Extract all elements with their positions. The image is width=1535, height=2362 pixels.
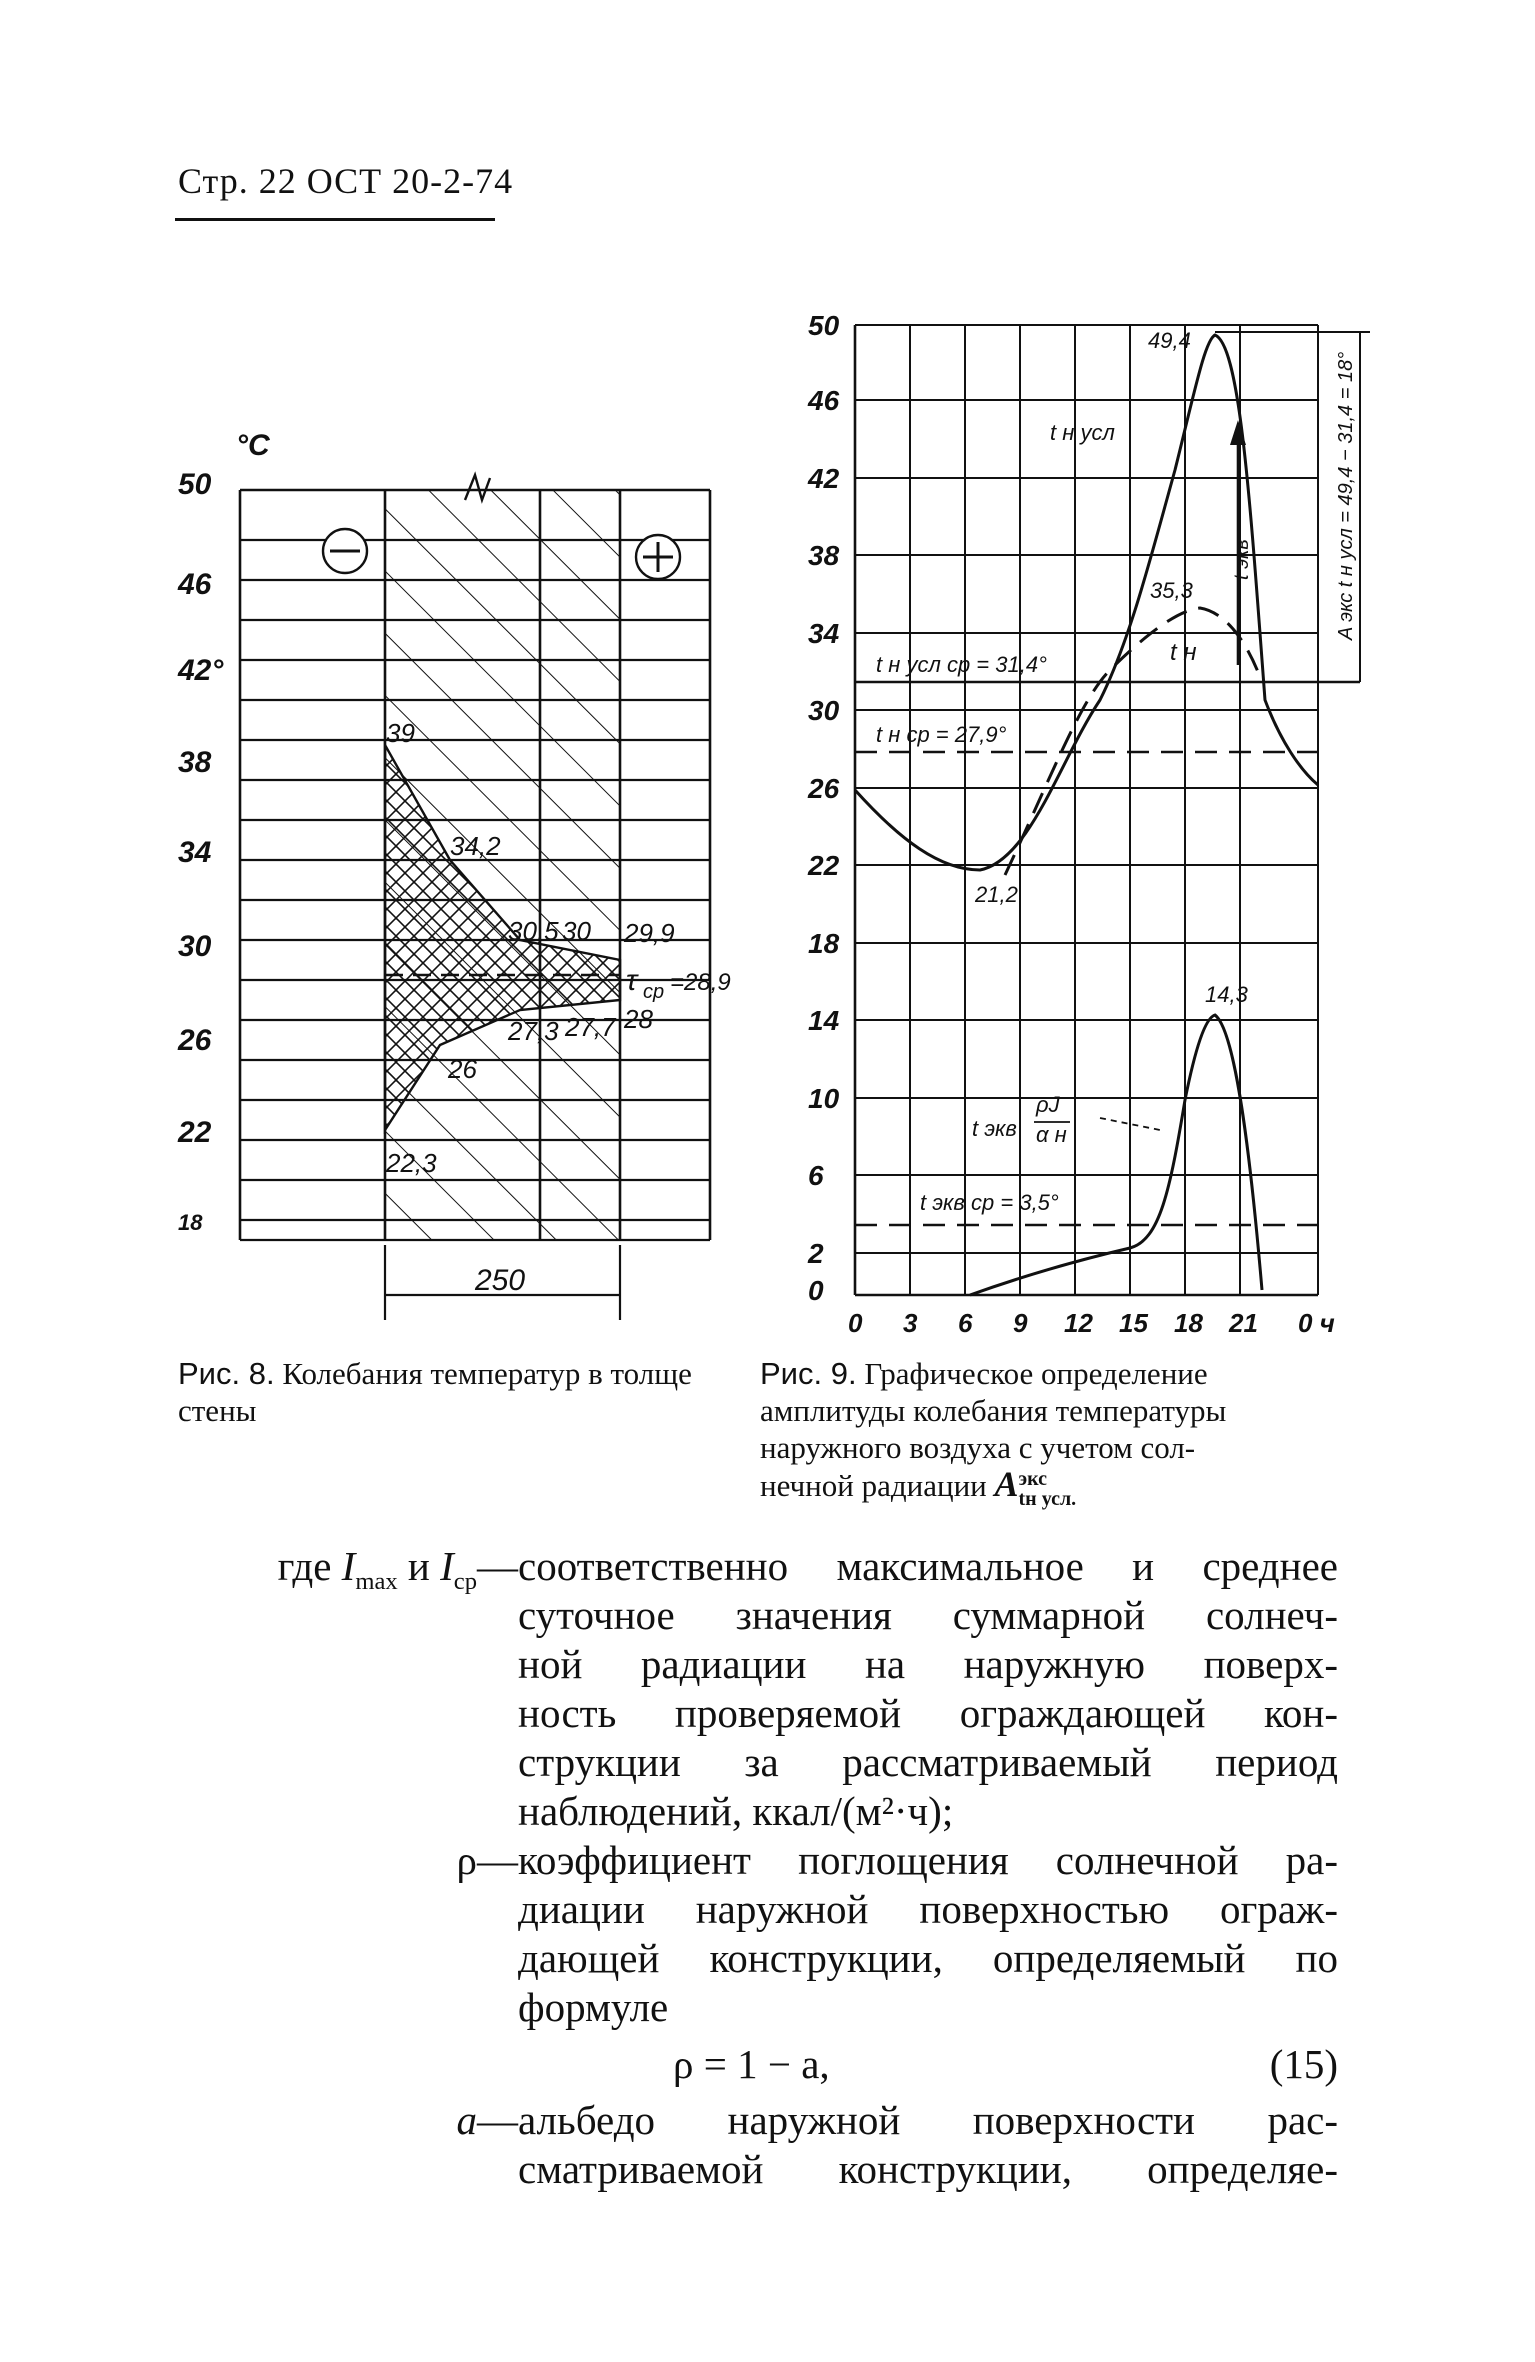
fig9-xtick: 9	[1013, 1308, 1028, 1338]
term-dash: —	[477, 2097, 518, 2143]
fig8-ytick: 22	[178, 1116, 212, 1149]
fig8-ytick: 50	[178, 468, 212, 501]
term-b-sub: ср	[453, 1568, 477, 1596]
caption-symbol: A	[994, 1464, 1019, 1504]
fig9-ytick: 0	[808, 1275, 824, 1306]
label-min: 21,2	[975, 882, 1018, 907]
term-rho: ρ	[456, 1837, 477, 1883]
label-27-7: 27,7	[565, 1012, 616, 1042]
definition-i	[178, 1542, 1338, 1836]
definition-line: диации наружной поверхностью ограж-	[518, 1886, 1338, 1932]
term-dash: —	[477, 1837, 518, 1883]
label-27-3: 27,3	[508, 1016, 559, 1046]
fig9-y-ticks	[807, 310, 840, 1306]
definition-line: суточное значения суммарной солнеч-	[518, 1592, 1338, 1638]
fig8-y-ticks	[177, 429, 271, 1235]
formula-row	[178, 2036, 1338, 2096]
label-tau: τ	[626, 964, 638, 997]
fig8-ytick: 42°	[178, 654, 224, 687]
fig8-ytick: 38	[178, 746, 212, 779]
fig9-ytick: 6	[808, 1160, 824, 1191]
term-a-albedo: a	[456, 2097, 477, 2143]
label-t-ekv-vertical: t экв	[1231, 539, 1253, 580]
term-a: I	[341, 1543, 356, 1589]
label-t-n-usl: t н усл	[1050, 420, 1115, 445]
definition-line: коэффициент поглощения солнечной ра-	[518, 1837, 1338, 1883]
fig8-width-label: 250	[475, 1264, 526, 1297]
fig8-ytick: 18	[178, 1210, 203, 1235]
fig8-ytick: 30	[178, 930, 212, 963]
definition-line: сматриваемой конструкции, определяе-	[518, 2146, 1338, 2192]
fig9-xtick: 21	[1229, 1308, 1258, 1338]
label-29-9: 29,9	[624, 918, 675, 948]
label-peak-mid: 35,3	[1150, 578, 1193, 603]
definition-rho	[178, 1836, 1338, 2032]
figure-9	[807, 310, 1370, 1338]
figure-8	[177, 429, 731, 1320]
definition-term	[178, 1542, 518, 1836]
fig9-caption-line: наружного воздуха с учетом сол-	[760, 1430, 1196, 1465]
fig9-x-ticks	[848, 1308, 1335, 1338]
label-t-ekv: t экв	[972, 1116, 1017, 1141]
definitions	[178, 1542, 1338, 2194]
definition-line: наблюдений, ккал/(м²·ч);	[518, 1788, 954, 1834]
label-peak-top: 49,4	[1148, 328, 1191, 353]
fig9-caption-line: Графическое определение	[864, 1356, 1208, 1391]
fig9-ytick: 42	[808, 463, 840, 494]
label-t-n-usl-cp: t н усл ср = 31,4°	[876, 652, 1047, 677]
label-t-ekv-cp: t экв ср = 3,5°	[920, 1190, 1059, 1215]
fig9-ytick: 38	[808, 540, 840, 571]
definition-line: формуле	[518, 1984, 669, 2030]
fig9-ytick: 10	[808, 1083, 840, 1114]
label-30: 30	[562, 916, 591, 946]
label-tau-sub: cp	[643, 981, 665, 1003]
label-26: 26	[448, 1054, 477, 1084]
definition-body	[518, 1542, 1338, 1836]
label-t-n-cp: t н ср = 27,9°	[876, 722, 1007, 747]
fig9-xtick: 3	[903, 1308, 918, 1338]
definition-line: дающей конструкции, определяемый по	[518, 1935, 1338, 1981]
term-joiner: и	[407, 1543, 430, 1589]
fig8-caption-label: Рис. 8.	[178, 1356, 275, 1391]
definition-line: струкции за рассматриваемый период	[518, 1739, 1338, 1785]
term-b: I	[440, 1543, 454, 1589]
formula-number: (15)	[1269, 2041, 1338, 2087]
fig9-caption-line: амплитуды колебания температуры	[760, 1393, 1227, 1428]
fig9-caption-label: Рис. 9.	[760, 1356, 857, 1391]
fig9-caption-line: нечной радиации	[760, 1468, 987, 1503]
label-34-2: 34,2	[450, 831, 501, 861]
curve-t-n	[1005, 608, 1258, 875]
caption-sup: экс	[1018, 1467, 1048, 1490]
fig9-ytick: 46	[808, 385, 840, 416]
definition-line: ность проверяемой ограждающей кон-	[518, 1690, 1338, 1736]
definition-albedo	[178, 2096, 1338, 2194]
fig9-xtick: 6	[958, 1308, 973, 1338]
label-30-5: 30,5	[508, 916, 559, 946]
definition-body	[518, 1836, 1338, 2032]
definition-line: соответственно максимальное и среднее	[518, 1543, 1338, 1589]
fig8-ytick: 26	[178, 1024, 212, 1057]
label-28: 28	[624, 1004, 653, 1034]
label-22-3: 22,3	[386, 1148, 437, 1178]
definition-line: альбедо наружной поверхности рас-	[518, 2097, 1338, 2143]
label-rho-i: ρJ	[1036, 1092, 1060, 1117]
fig9-xtick: 12	[1064, 1308, 1093, 1338]
fig8-ytick: 34	[178, 836, 212, 869]
fig9-ytick: 26	[808, 773, 840, 804]
figure-8-caption	[178, 1355, 698, 1429]
label-tau-value: =28,9	[670, 969, 731, 996]
fig8-unit: °C	[236, 429, 270, 462]
term-prefix: где	[277, 1543, 332, 1589]
label-amplitude: A экс t н усл = 49,4 − 31,4 = 18°	[1335, 351, 1357, 640]
fig9-ytick: 2	[808, 1238, 824, 1269]
fig9-ytick: 50	[808, 310, 840, 341]
term-a-sub: max	[355, 1568, 398, 1596]
definition-body	[518, 2096, 1338, 2194]
label-t-n: t н	[1170, 639, 1197, 666]
fig8-caption-text: Колебания температур в толще стены	[178, 1356, 692, 1428]
fig9-ytick: 34	[808, 618, 840, 649]
fig9-ytick: 18	[808, 928, 840, 959]
fig9-ytick: 22	[808, 850, 840, 881]
fig9-xtick: 0	[848, 1308, 863, 1338]
label-39: 39	[386, 718, 415, 748]
definition-term	[178, 2096, 518, 2194]
term-dash: —	[477, 1543, 518, 1589]
caption-sub: tн усл.	[1018, 1487, 1077, 1510]
page-header: Стр. 22 ОСТ 20-2-74	[178, 161, 514, 201]
fig9-labels	[876, 328, 1357, 1215]
fig9-xtick: 0 ч	[1298, 1308, 1335, 1338]
figure-9-caption	[760, 1355, 1350, 1509]
definition-term	[178, 1836, 518, 2032]
definition-line: ной радиации на наружную поверх-	[518, 1641, 1338, 1687]
formula: ρ = 1 − a,	[673, 2041, 830, 2087]
fig9-xtick: 18	[1174, 1308, 1203, 1338]
fig8-ytick: 46	[178, 568, 212, 601]
fig9-ytick: 30	[808, 695, 840, 726]
fig9-ytick: 14	[808, 1005, 840, 1036]
fig9-xtick: 15	[1119, 1308, 1148, 1338]
label-alpha-n: α н	[1036, 1122, 1067, 1147]
curve-t-n-usl	[855, 335, 1318, 870]
label-peak-low: 14,3	[1205, 982, 1248, 1007]
